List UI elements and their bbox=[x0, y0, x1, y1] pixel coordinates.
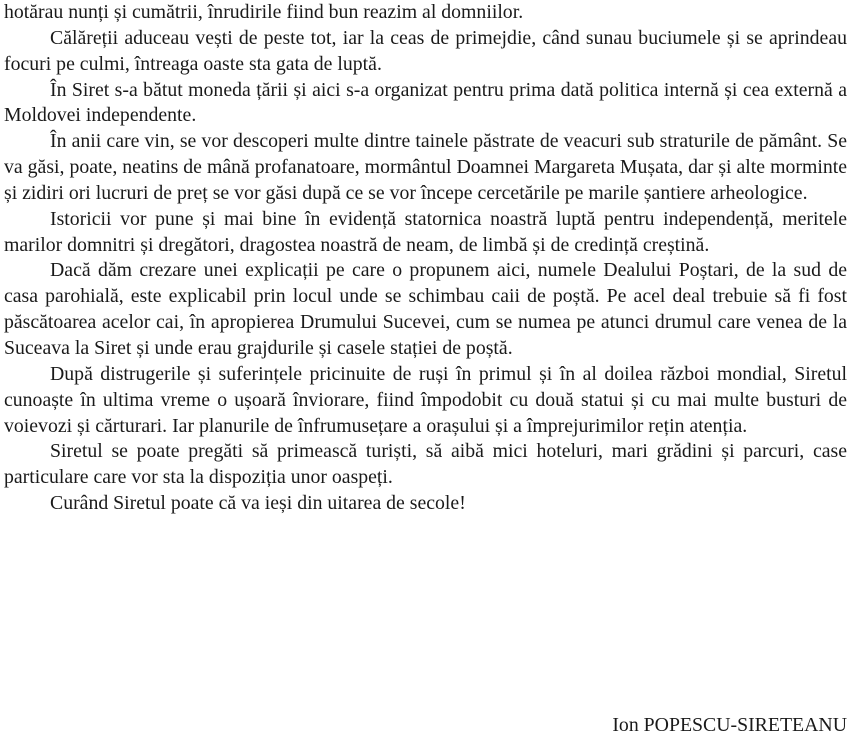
paragraph: Istoricii vor pune și mai bine în evidență statornica noastră luptă pentru independență, meritele marilor domnitri și dregători, dragostea noastră de neam, de limbă și de credință creștină. bbox=[4, 207, 847, 256]
paragraph: Curând Siretul poate că va ieși din uitarea de secole! bbox=[50, 492, 466, 515]
document-body bbox=[4, 0, 847, 517]
paragraph: După distrugerile și suferințele pricinuite de ruși în primul și în al doilea război mondial, Siretul cunoaște în ultima vreme o ușoară înviorare, fiind împodobit cu două statui și cu mai multe busturi de voievozi și cărturari. Iar planurile de înfrumusețare a orașului și a împrejurimilor rețin atenția. bbox=[4, 362, 847, 437]
paragraph: Dacă dăm crezare unei explicații pe care o propunem aici, numele Dealului Poștari, de la sud de casa parohială, este explicabil prin locul unde se schimbau caii de poștă. Pe acel deal trebuie să fi fost păscătoarea acelor cai, în apropierea Drumului Sucevei, cum se numea pe atunci drumul care venea de la Suceava la Siret și unde erau grajdurile și casele stației de poștă. bbox=[4, 259, 847, 359]
paragraph: Siretul se poate pregăti să primească turiști, să aibă mici hoteluri, mari grădini și parcuri, case particulare care vor sta la dispoziția unor oaspeți. bbox=[4, 440, 847, 489]
paragraph: În Siret s-a bătut moneda țării și aici s-a organizat pentru prima dată politica internă și cea externă a Moldovei independente. bbox=[4, 78, 847, 127]
author-signature: Ion POPESCU-SIRETEANU bbox=[612, 714, 847, 736]
paragraph: hotărau nunți și cumătrii, înrudirile fiind bun reazim al domniilor. bbox=[4, 1, 524, 23]
paragraph: În anii care vin, se vor descoperi multe dintre tainele păstrate de veacuri sub straturile de pământ. Se va găsi, poate, neatins de mână profanatoare, mormântul Doamnei Margareta Mușata, dar și alte morminte și zidiri ori lucruri de preț se vor găsi după ce se vor începe cercetările pe marile șantiere arheologice. bbox=[4, 130, 847, 204]
paragraph: Călăreții aduceau vești de peste tot, iar la ceas de primejdie, când sunau buciumele și se aprindeau focuri pe culmi, întreaga oaste sta gata de luptă. bbox=[4, 26, 847, 75]
